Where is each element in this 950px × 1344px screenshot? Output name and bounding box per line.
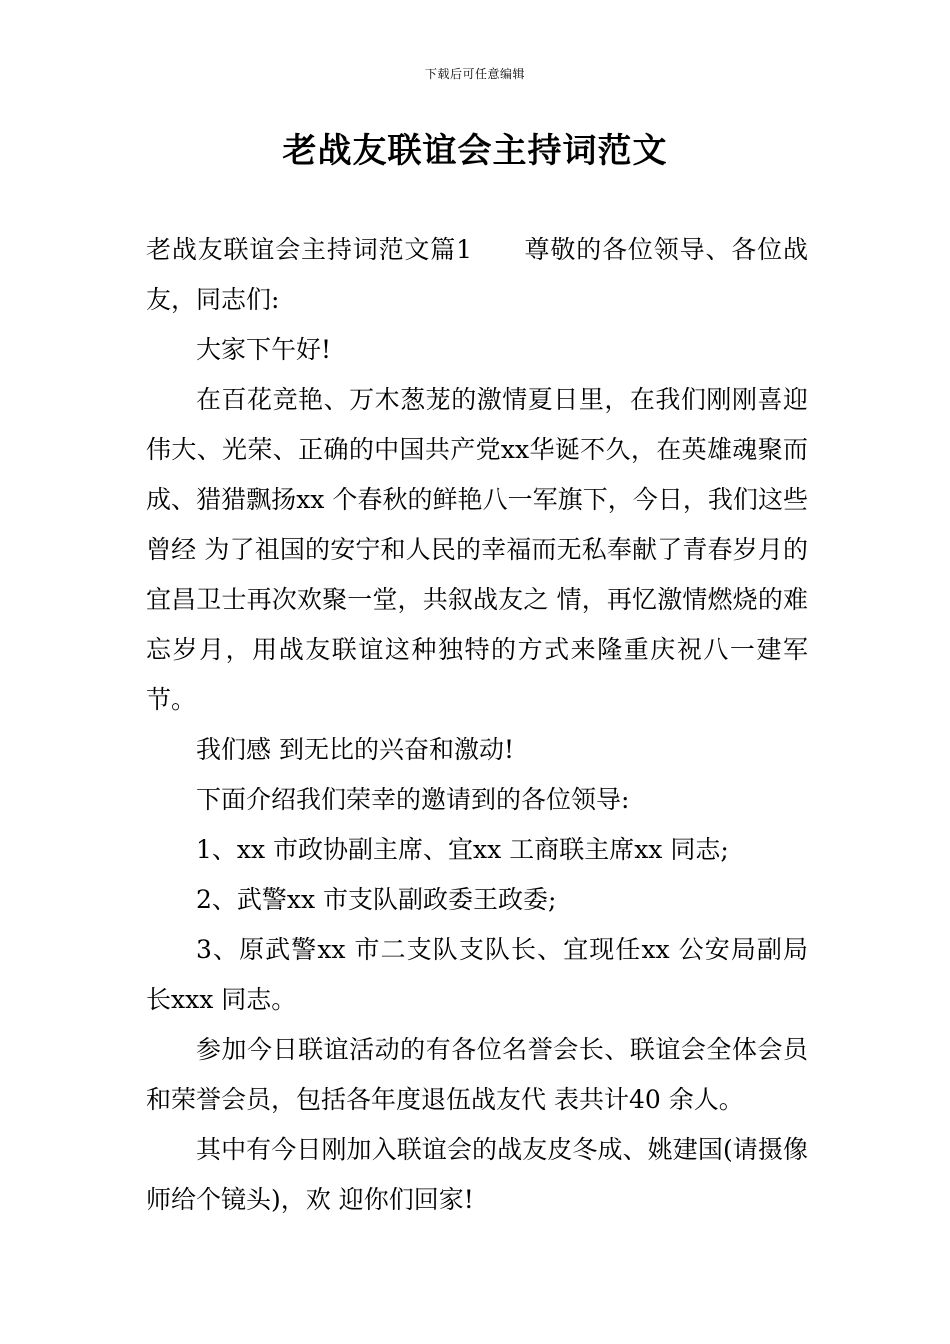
document-title: 老战友联谊会主持词范文 xyxy=(282,131,668,171)
paragraph-excitement: 我们感 到无比的兴奋和激动! xyxy=(196,735,514,764)
list-item-leader-1: 1、xx 市政协副主席、宜xx 工商联主席xx 同志; xyxy=(196,835,729,864)
paragraph-opening: 老战友联谊会主持词范文篇1 尊敬的各位领导、各位战友，同志们: xyxy=(146,235,808,314)
paragraph-attendees: 参加今日联谊活动的有各位名誉会长、联谊会全体会员和荣誉会员，包括各年度退伍战友代 表共计40 余人。 xyxy=(146,1035,808,1114)
paragraph-greeting: 大家下午好! xyxy=(196,335,332,364)
list-item-leader-3: 3、原武警xx 市二支队支队长、宜现任xx 公安局副局长xxx 同志。 xyxy=(146,935,808,1014)
paragraph-introduction: 在百花竞艳、万木葱茏的激情夏日里，在我们刚刚喜迎伟大、光荣、正确的中国共产党xx华诞不久，在英雄魂聚而成、猎猎飘扬xx 个春秋的鲜艳八一军旗下，今日，我们这些曾经 为了祖国的安宁和人民的幸福而无私奉献了青春岁月的宜昌卫士再次欢聚一堂，共叙战友之 情，再忆激情燃烧的难忘岁月，用战友联谊这种独特的方式来隆重庆祝八一建军节。 xyxy=(146,385,808,714)
paragraph-new-members: 其中有今日刚加入联谊会的战友皮冬成、姚建国(请摄像师给个镜头)，欢 迎你们回家! xyxy=(146,1135,808,1214)
paragraph-leaders-intro: 下面介绍我们荣幸的邀请到的各位领导: xyxy=(196,785,630,814)
header-note: 下载后可任意编辑 xyxy=(424,67,525,81)
document-body xyxy=(146,225,808,1225)
list-item-leader-2: 2、武警xx 市支队副政委王政委; xyxy=(196,885,557,914)
